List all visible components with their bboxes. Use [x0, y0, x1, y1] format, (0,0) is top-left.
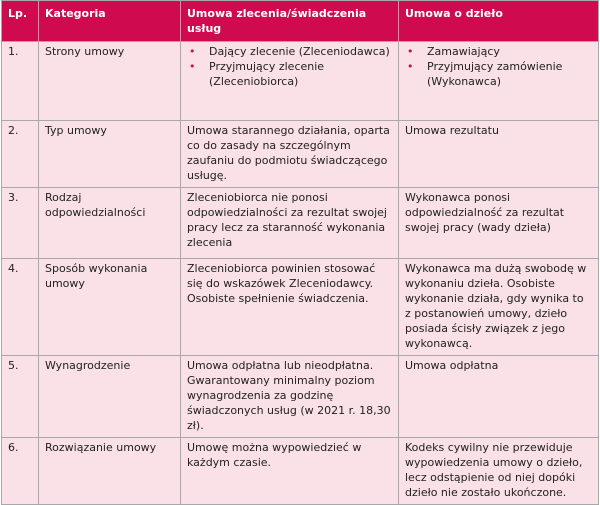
cell-dzielo: Wykonawca ponosi odpowiedzialność za rezultat swojej pracy (wady dzieła)	[399, 188, 599, 259]
list-item-text: Dający zlecenie (Zleceniodawca)	[209, 45, 390, 58]
cell-lp: 3.	[2, 188, 39, 259]
table-row	[2, 438, 599, 505]
header-umowa-zlecenia: Umowa zlecenia/świadczenia usług	[181, 1, 399, 42]
table-row	[2, 121, 599, 188]
bullet-list	[405, 44, 592, 89]
cell-kategoria: Typ umowy	[39, 121, 181, 188]
table-row	[2, 259, 599, 356]
bullet-icon: •	[189, 60, 196, 73]
list-item	[407, 44, 592, 59]
header-kategoria: Kategoria	[39, 1, 181, 42]
cell-kategoria: Rodzaj odpowiedzialności	[39, 188, 181, 259]
table-row	[2, 42, 599, 121]
list-item	[407, 59, 592, 89]
cell-dzielo: Umowa odpłatna	[399, 356, 599, 438]
table-row	[2, 188, 599, 259]
cell-lp: 2.	[2, 121, 39, 188]
cell-zlecenie: Umowa odpłatna lub nieodpłatna. Gwarantowany minimalny poziom wynagrodzenia za godzinę świadczonych usług (w 2021 r. 18,30 zł).	[181, 356, 399, 438]
cell-zlecenie: Zleceniobiorca nie ponosi odpowiedzialności za rezultat swojej pracy lecz za staranność wykonania zlecenia	[181, 188, 399, 259]
cell-lp: 5.	[2, 356, 39, 438]
cell-zlecenie: Umowę można wypowiedzieć w każdym czasie.	[181, 438, 399, 505]
cell-zlecenie: Zleceniobiorca powinien stosować się do wskazówek Zleceniodawcy. Osobiste spełnienie świadczenia.	[181, 259, 399, 356]
cell-dzielo: Wykonawca ma dużą swobodę w wykonaniu dzieła. Osobiste wykonanie działa, gdy wynika to z postanowień umowy, dzieło posiada ścisły związek z jego wykonawcą.	[399, 259, 599, 356]
list-item-text: Zamawiający	[427, 45, 500, 58]
cell-dzielo	[399, 42, 599, 121]
header-row	[2, 1, 599, 42]
cell-lp: 4.	[2, 259, 39, 356]
cell-kategoria: Sposób wykonania umowy	[39, 259, 181, 356]
comparison-table	[1, 0, 599, 505]
bullet-icon: •	[407, 60, 414, 73]
cell-lp: 1.	[2, 42, 39, 121]
bullet-icon: •	[189, 45, 196, 58]
table-row	[2, 356, 599, 438]
cell-dzielo: Umowa rezultatu	[399, 121, 599, 188]
cell-lp: 6.	[2, 438, 39, 505]
table-header	[2, 1, 599, 42]
cell-zlecenie: Umowa starannego działania, oparta co do zasady na szczególnym zaufaniu do podmiotu świadczącego usługę.	[181, 121, 399, 188]
list-item-text: Przyjmujący zlecenie (Zleceniobiorca)	[209, 60, 325, 88]
cell-kategoria: Rozwiązanie umowy	[39, 438, 181, 505]
header-lp: Lp.	[2, 1, 39, 42]
list-item	[189, 59, 392, 89]
cell-kategoria: Strony umowy	[39, 42, 181, 121]
list-item-text: Przyjmujący zamówienie (Wykonawca)	[427, 60, 563, 88]
cell-zlecenie	[181, 42, 399, 121]
bullet-icon: •	[407, 45, 414, 58]
cell-dzielo: Kodeks cywilny nie przewiduje wypowiedzenia umowy o dzieło, lecz odstąpienie od niej dopóki dzieło nie zostało ukończone.	[399, 438, 599, 505]
bullet-list	[187, 44, 392, 89]
cell-kategoria: Wynagrodzenie	[39, 356, 181, 438]
list-item	[189, 44, 392, 59]
table-body	[2, 42, 599, 505]
header-umowa-o-dzielo: Umowa o dzieło	[399, 1, 599, 42]
